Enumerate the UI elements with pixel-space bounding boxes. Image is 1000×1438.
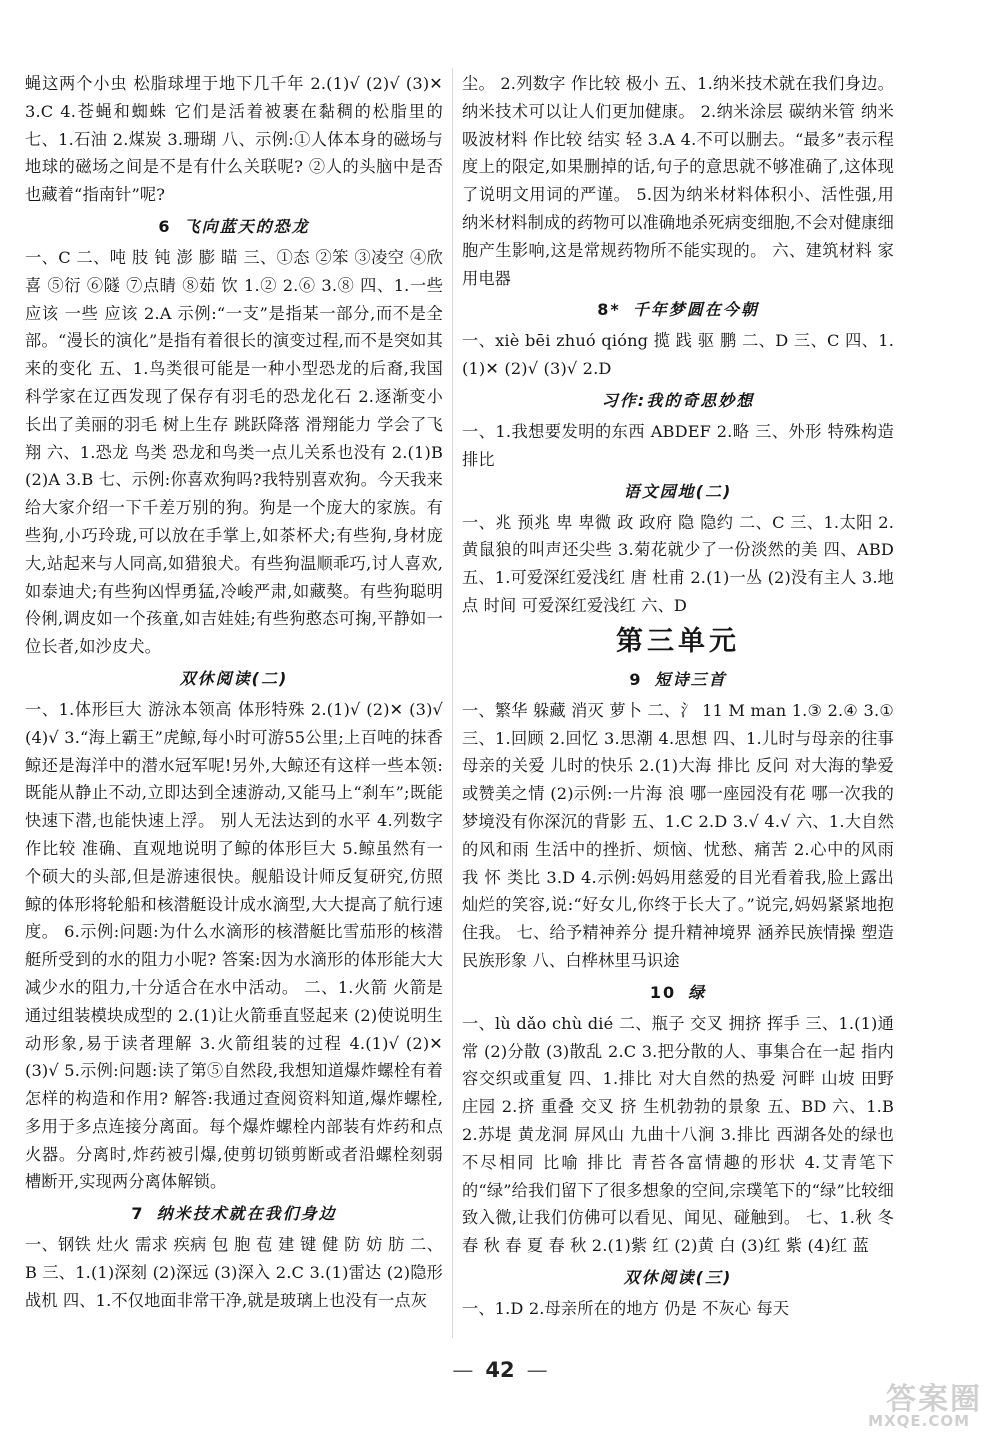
answer-paragraph: 一、兆 预兆 卑 卑微 政 政府 隐 隐约 二、C 三、1.太阳 2.黄鼠狼的叫声还尖些 3.菊花就少了一份淡然的美 四、ABD 五、1.可爱深红爱浅红 唐 杜甫 2.(1)一丛 (2)没有主人 3.地点 时间 可爱深红爱浅红 六、D <box>462 512 894 615</box>
lesson-title: 飞向蓝天的恐龙 <box>183 216 310 236</box>
lesson-heading <box>462 1263 894 1293</box>
answer-paragraph: 一、繁华 躲藏 消灭 萝卜 二、氵 11 M man 1.③ 2.④ 3.① 三、1.回顾 2.回忆 3.思潮 4.思想 四、1.儿时与母亲的往事 母亲的关爱 儿时的快乐 2.(1)大海 排比 反问 对大海的挚爱或赞美之情 (2)示例:一片海 浪 哪一座园没有花 哪一次我的梦境没有你深沉的背影 五、1.C 2.D 3.√ 4.√ 六、1.大自然的风和雨 生活中的挫折、烦恼、忧愁、痛苦 2.心中的风雨 我 怀 类比 3.D 4.示例:妈妈用慈爱的目光看着我,脸上露出灿烂的笑容,说:“好女儿,你终于长大了。”说完,妈妈紧紧地抱住我。 七、给予精神养分 提升精神境界 涵养民族情操 塑造民族形象 八、白桦林里马识途 <box>462 700 894 970</box>
lesson-heading <box>25 664 443 694</box>
answer-paragraph: 一、xiè bēi zhuó qióng 揽 践 驱 鹏 二、D 三、C 四、1.(1)✕ (2)√ (3)√ 2.D <box>462 331 894 379</box>
answer-paragraph: 蝇这两个小虫 松脂球埋于地下几千年 2.(1)√ (2)√ (3)✕ 3.C 4.苍蝇和蜘蛛 它们是活着被裹在黏稠的松脂里的 七、1.石油 2.煤炭 3.珊瑚 八、示例:①人体本身的磁场与地球的磁场之间是不是有什么关联呢? ②人的头脑中是否也藏着“指南针”呢? <box>25 74 443 205</box>
lesson-heading <box>462 295 894 325</box>
column-divider <box>452 68 453 1338</box>
page-number-value: 42 <box>485 1358 515 1382</box>
dash-right: — <box>526 1358 548 1382</box>
dash-left: — <box>452 1358 474 1382</box>
lesson-heading <box>25 1199 443 1229</box>
lesson-heading <box>462 665 894 695</box>
left-column <box>25 70 443 1315</box>
answer-paragraph: 一、1.我想要发明的东西 ABDEF 2.略 三、外形 特殊构造 排比 <box>462 421 894 469</box>
lesson-heading <box>462 477 894 507</box>
right-column <box>462 70 894 1323</box>
lesson-number: 6 <box>158 216 172 236</box>
lesson-number: 7 <box>131 1204 145 1224</box>
answer-paragraph: 尘。 2.列数字 作比较 极小 五、1.纳米技术就在我们身边。 纳米技术可以让人们更加健康。 2.纳米涂层 碳纳米管 纳米吸波材料 作比较 结实 轻 3.A 4.不可以删去。“最多”表示程度上的限定,如果删掉的话,句子的意思就不够准确了,这体现了说明文用词的严谨。 5.因为纳米材料体积小、活性强,用纳米材料制成的药物可以准确地杀死病变细胞,不会对健康细胞产生影响,这是常规药物所不能实现的。 六、建筑材料 家用电器 <box>462 74 894 288</box>
answer-paragraph: 一、lù dǎo chù dié 二、瓶子 交叉 拥挤 挥手 三、1.(1)通常 (2)分散 (3)散乱 2.C 3.把分散的人、事集合在一起 指内容交织或重复 四、1.排比 对大自然的热爱 河畔 山坡 田野 庄园 2.挤 重叠 交叉 挤 生机勃勃的景象 五、BD 六、1.B 2.苏堤 黄龙洞 屏风山 九曲十八涧 3.排比 西湖各处的绿也不尽相同 比喻 排比 青苔各富情趣的形状 4.艾青笔下的“绿”给我们留下了很多想象的空间,宗璞笔下的“绿”比较细致入微,让我们仿佛可以看见、闻见、碰触到。 七、1.秋 冬 春 秋 春 夏 春 秋 2.(1)紫 红 (2)黄 白 (3)红 紫 (4)红 蓝 <box>462 1013 894 1256</box>
lesson-title: 短诗三首 <box>654 669 727 689</box>
answer-paragraph: 一、1.体形巨大 游泳本领高 体形特殊 2.(1)√ (2)✕ (3)√ (4)√ 3.“海上霸王”虎鲸,每小时可游55公里;上百吨的抹香鲸还是海洋中的潜水冠军呢!另外,大鲸还有这样一些本领:既能从静止不动,立即达到全速游动,又能马上“刹车”;既能快速下潜,也能快速上浮。 别人无法达到的水平 4.列数字 作比较 准确、直观地说明了鲸的体形巨大 5.鲸虽然有一个硕大的头部,但是游速很快。舰船设计师反复研究,仿照鲸的体形将轮船和核潜艇设计成水滴型,大大提高了航行速度。 6.示例:问题:为什么水滴形的核潜艇比雪茄形的核潜艇所受到的水的阻力小呢? 答案:因为水滴形的体形能大大减少水的阻力,十分适合在水中活动。 二、1.火箭 火箭是通过组装模块成型的 2.(1)让火箭垂直竖起来 (2)使说明生动形象,易于读者理解 3.火箭组装的过程 4.(1)√ (2)✕ (3)√ 5.示例:问题:读了第⑤自然段,我想知道爆炸螺栓有着怎样的构造和作用? 解答:我通过查阅资料知道,爆炸螺栓,多用于多点连接分离面。每个爆炸螺栓内部装有炸药和点火器。分离时,炸药被引爆,使剪切锁剪断或者沿螺栓刻弱槽断开,实现两分离体解锁。 <box>25 699 443 1192</box>
unit-heading: 第三单元 <box>616 625 740 657</box>
page-number <box>0 1358 1000 1382</box>
lesson-title: 绿 <box>688 982 707 1002</box>
lesson-title: 纳米技术就在我们身边 <box>156 1204 337 1224</box>
lesson-title: 语文园地(二) <box>623 481 733 501</box>
lesson-number: 8* <box>597 300 621 320</box>
lesson-number: 9 <box>629 669 643 689</box>
answer-paragraph: 一、C 二、吨 肢 钝 澎 膨 瞄 三、①态 ②笨 ③凌空 ④欣喜 ⑤衍 ⑥隧 ⑦点睛 ⑧茹 饮 1.② 2.⑥ 3.⑧ 四、1.一些 应该 一些 应该 2.A 示例:“一支”是指某一部分,而不是全部。“漫长的演化”是指有着很长的演变过程,而不是突如其来的变化 五、1.鸟类很可能是一种小型恐龙的后裔,我国科学家在辽西发现了保存有羽毛的恐龙化石 2.逐渐变小 长出了美丽的羽毛 树上生存 跳跃降落 滑翔能力 学会了飞翔 六、1.恐龙 鸟类 恐龙和鸟类一点儿关系也没有 2.(1)B (2)A 3.B 七、示例:你喜欢狗吗?我特别喜欢狗。今天我来给大家介绍一下千差万别的狗。狗是一个庞大的家族。有些狗,小巧玲珑,可以放在手掌上,如茶杯犬;有些狗,身材庞大,站起来与人同高,如猎狼犬。有些狗温顺乖巧,讨人喜欢,如泰迪犬;有些狗凶悍勇猛,冷峻严肃,如藏獒。有些狗聪明伶俐,调皮如一个孩童,如吉娃娃;有些狗憨态可掬,平静如一位长者,如沙皮犬。 <box>25 247 443 657</box>
answer-paragraph: 一、钢铁 灶火 需求 疾病 包 胞 苞 建 键 健 防 妨 肪 二、B 三、1.(1)深刻 (2)深远 (3)深入 2.C 3.(1)雷达 (2)隐形战机 四、1.不仅地面非常干净,就是玻璃上也没有一点灰 <box>25 1235 443 1310</box>
lesson-title: 双休阅读(三) <box>623 1267 733 1287</box>
watermark-logo: 答案圈 <box>886 1382 982 1417</box>
lesson-heading <box>462 978 894 1008</box>
lesson-heading <box>25 212 443 242</box>
lesson-title: 千年梦圆在今朝 <box>632 300 759 320</box>
watermark-url: MXQE.COM <box>868 1412 970 1430</box>
lesson-number: 10 <box>649 982 677 1002</box>
answer-paragraph: 一、1.D 2.母亲所在的地方 仍是 不灰心 每天 <box>462 1298 790 1318</box>
lesson-heading <box>462 386 894 416</box>
lesson-title: 习作:我的奇思妙想 <box>601 390 755 410</box>
lesson-title: 双休阅读(二) <box>179 668 289 688</box>
